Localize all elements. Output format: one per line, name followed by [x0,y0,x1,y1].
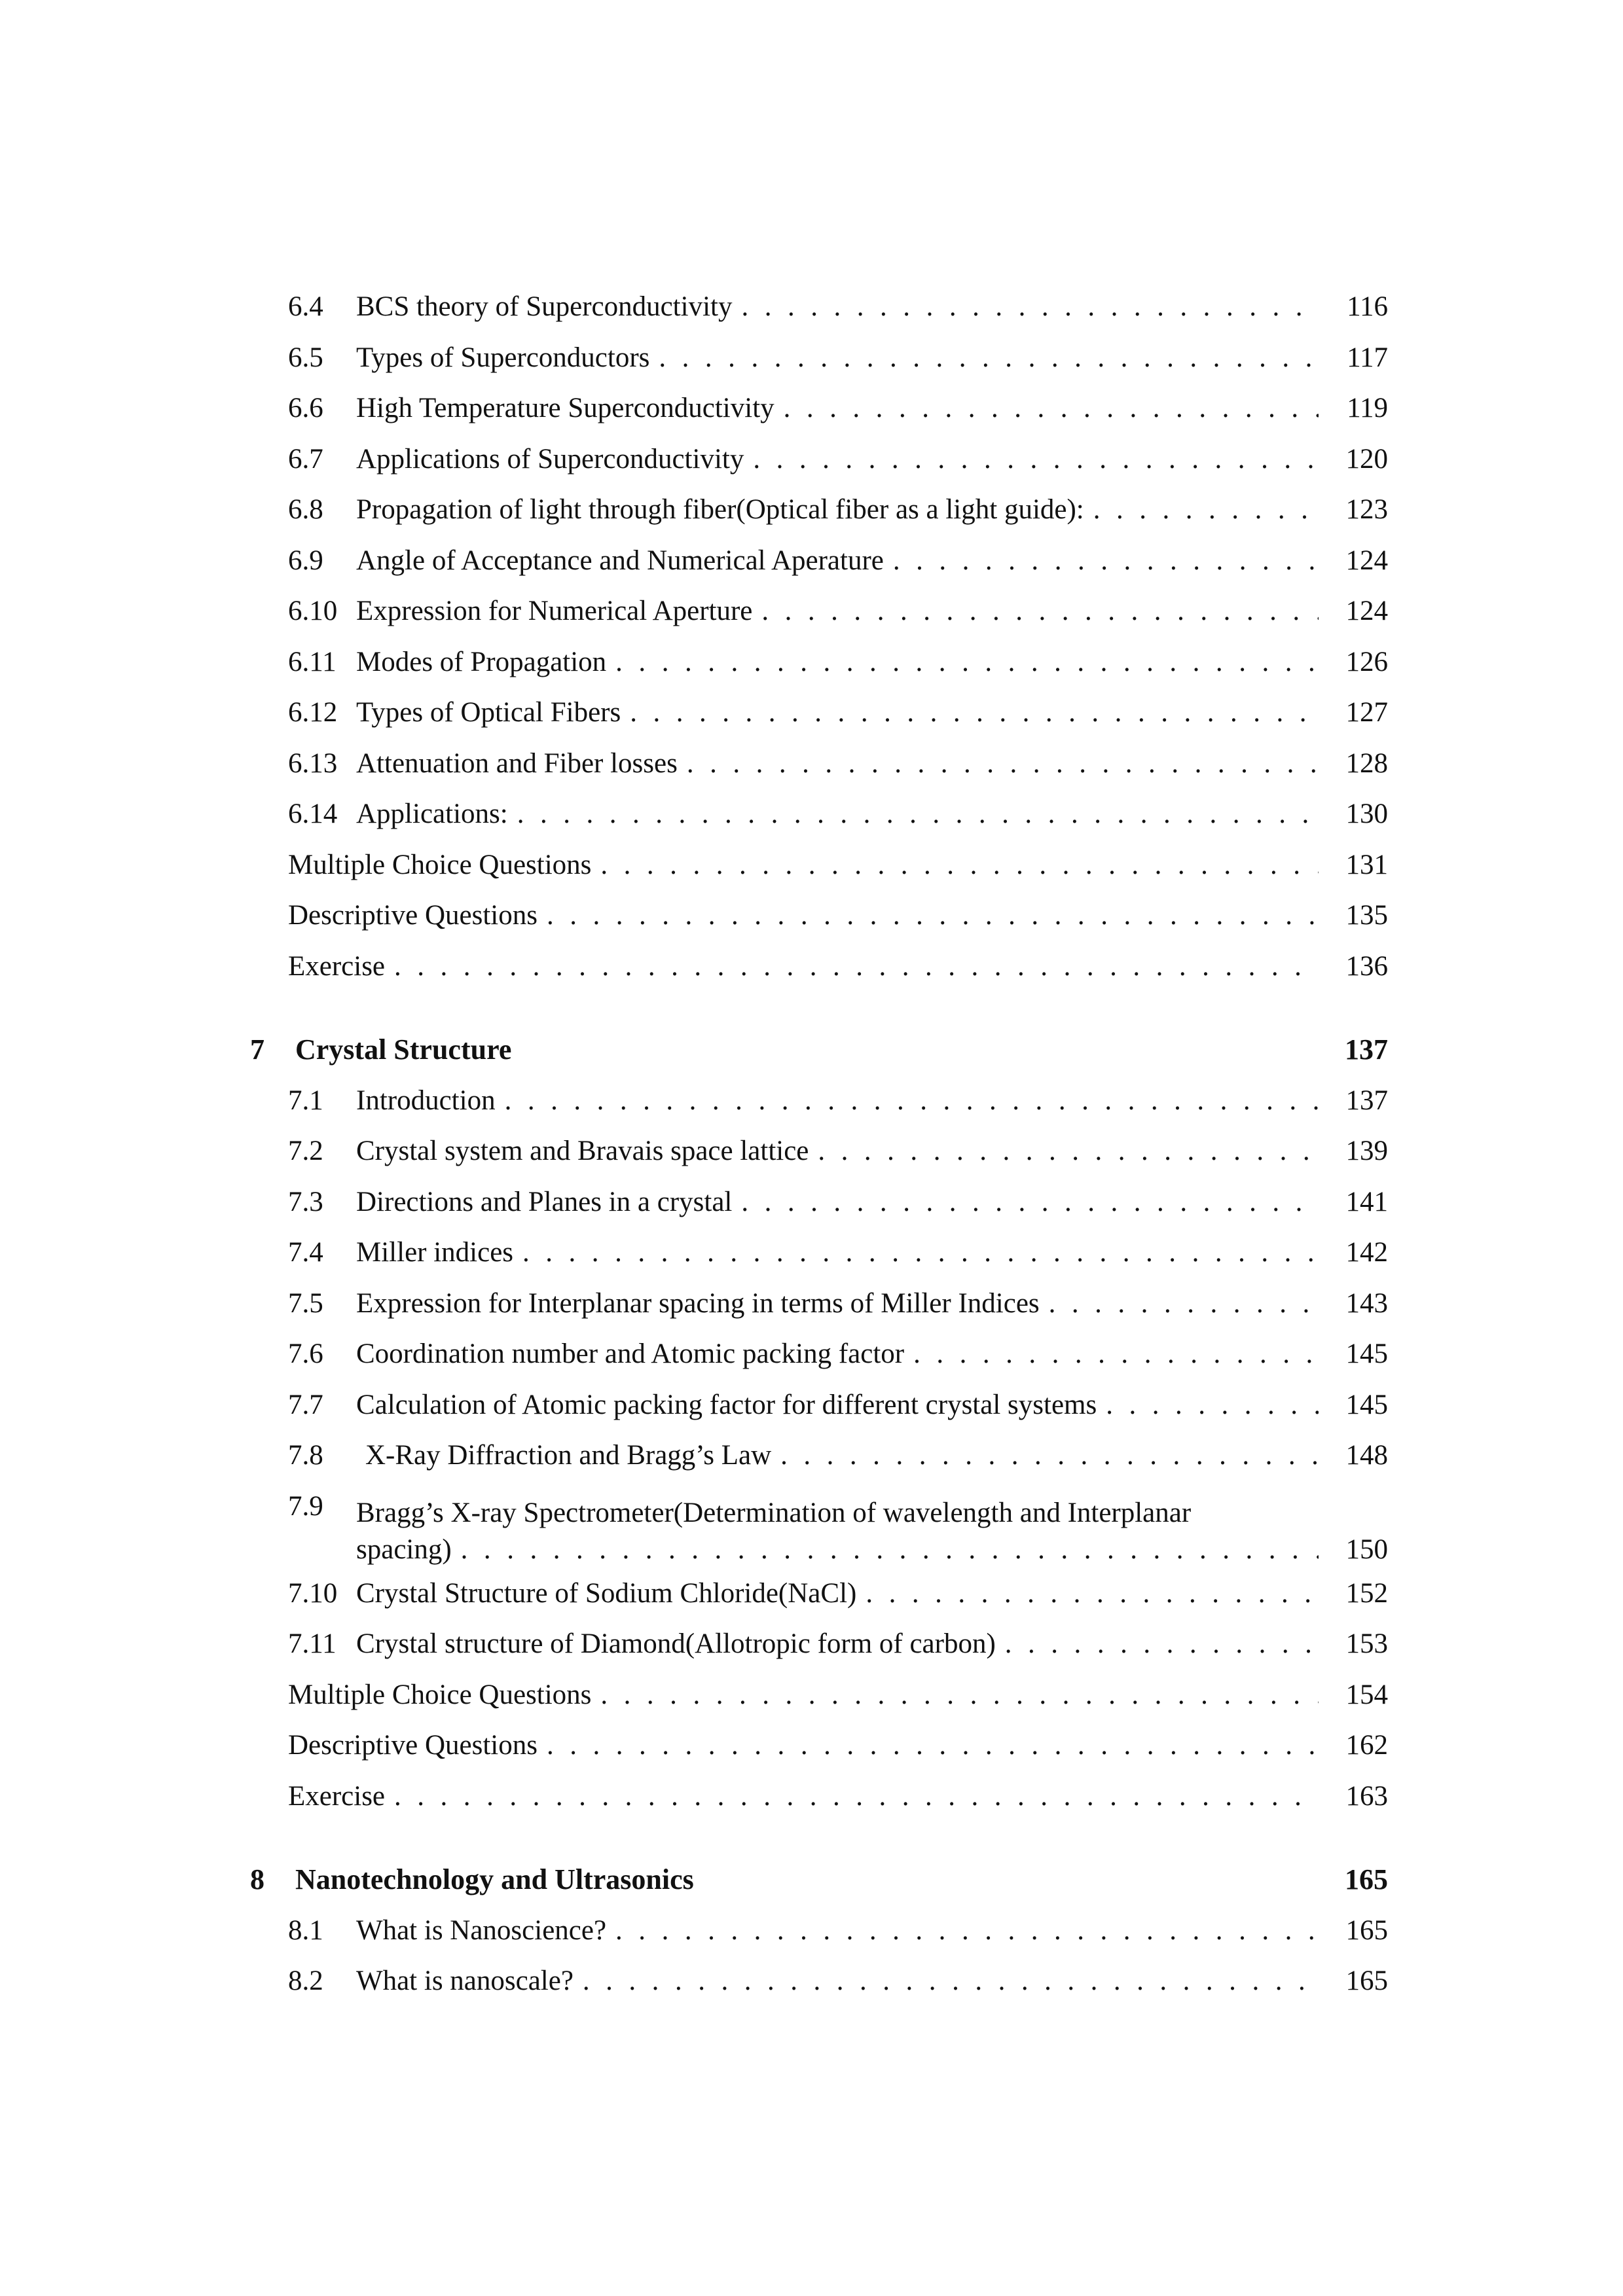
toc-entry-exercise[interactable] [288,941,1388,992]
dot-leader [630,687,1319,738]
page-number: 162 [1345,1730,1388,1761]
section-title: Applications: [356,798,508,829]
toc-entry[interactable] [288,383,1388,434]
toc-entry[interactable] [288,1956,1388,2007]
dot-leader [615,637,1319,688]
page-number: 127 [1345,697,1388,728]
dot-leader [505,1075,1319,1126]
toc-entry-descriptive[interactable] [288,1720,1388,1771]
toc-entry[interactable] [288,687,1388,738]
dot-leader [893,535,1319,586]
section-number: 6.12 [288,697,338,728]
dot-leader [547,1720,1319,1771]
section-title-line2: spacing) [356,1534,452,1565]
toc-entry-wrapped[interactable] [288,1481,1388,1568]
chapter-title: Nanotechnology and Ultrasonics [295,1863,694,1895]
section-number: 7.2 [288,1136,323,1166]
page-number: 137 [1345,1033,1388,1066]
dot-leader [1093,484,1319,535]
chapter-heading[interactable] [250,1854,1388,1905]
dot-leader [1005,1619,1319,1670]
section-number: 7.6 [288,1338,323,1369]
entry-title: Descriptive Questions [288,1730,538,1761]
dot-leader [780,1430,1319,1481]
page-number: 117 [1347,342,1388,373]
dot-leader [461,1532,1319,1568]
dot-leader [1049,1278,1319,1329]
section-number: 6.7 [288,443,323,475]
page-number: 139 [1345,1136,1388,1166]
page-number: 152 [1345,1577,1388,1609]
page-number: 130 [1345,798,1388,829]
section-number: 8.2 [288,1965,323,1996]
toc-entry-mcq[interactable] [288,840,1388,891]
section-number: 6.14 [288,798,338,829]
dot-leader [741,281,1319,332]
toc-entry[interactable] [288,1227,1388,1278]
section-title: Types of Optical Fibers [356,697,621,728]
page-number: 119 [1347,393,1388,423]
dot-leader [659,332,1319,384]
entry-title: Multiple Choice Questions [288,1679,592,1710]
dot-leader [600,840,1319,891]
section-number: 6.5 [288,342,323,373]
section-number: 7.8 [288,1440,323,1471]
toc-entry[interactable] [288,1380,1388,1431]
section-number: 7.5 [288,1287,323,1319]
page-number: 131 [1345,849,1388,880]
section-title: What is Nanoscience? [356,1914,607,1946]
section-title: Modes of Propagation [356,646,607,677]
section-title: Introduction [356,1085,496,1116]
toc-entry[interactable] [288,586,1388,637]
page-number: 124 [1345,596,1388,626]
section-number: 7.10 [288,1577,338,1609]
toc-entry[interactable] [288,1430,1388,1481]
dot-leader [913,1329,1319,1380]
section-title: Propagation of light through fiber(Optical fiber as a light guide): [356,494,1084,525]
dot-leader [394,1771,1319,1822]
section-number: 7.3 [288,1186,323,1217]
toc-entry[interactable] [288,637,1388,688]
section-number: 7.7 [288,1389,323,1420]
chapter-number: 8 [250,1863,264,1895]
page-number: 145 [1345,1338,1388,1369]
page-number: 136 [1345,950,1388,982]
dot-leader [784,383,1319,434]
section-title: High Temperature Superconductivity [356,393,775,423]
section-number: 6.6 [288,393,323,423]
section-title: Applications of Superconductivity [356,443,744,475]
section-title: Attenuation and Fiber losses [356,747,678,779]
toc-entry[interactable] [288,738,1388,789]
toc-entry-mcq[interactable] [288,1670,1388,1721]
section-title: Crystal system and Bravais space lattice [356,1136,809,1166]
chapter-title: Crystal Structure [295,1033,512,1066]
section-title: X-Ray Diffraction and Bragg’s Law [365,1440,772,1471]
section-title: What is nanoscale? [356,1965,574,1996]
toc-entry[interactable] [288,484,1388,535]
page-number: 154 [1345,1679,1388,1710]
page-number: 141 [1345,1186,1388,1217]
section-number: 6.13 [288,747,338,779]
page-number: 120 [1345,443,1388,475]
section-title: Directions and Planes in a crystal [356,1186,733,1217]
section-title: Angle of Acceptance and Numerical Aperature [356,545,884,576]
section-number: 6.4 [288,291,323,322]
dot-leader [615,1905,1319,1956]
page-number: 124 [1345,545,1388,576]
toc-entry[interactable] [288,1278,1388,1329]
page-number: 126 [1345,646,1388,677]
page-number: 163 [1345,1780,1388,1812]
dot-leader [517,789,1319,840]
page-number: 150 [1345,1534,1388,1565]
section-number: 6.9 [288,545,323,576]
page-number: 153 [1345,1628,1388,1659]
page-number: 137 [1345,1085,1388,1116]
dot-leader [600,1670,1319,1721]
entry-title: Exercise [288,1780,386,1812]
section-number: 6.11 [288,646,337,677]
entry-title: Descriptive Questions [288,900,538,931]
section-title-line1: Bragg’s X-ray Spectrometer(Determination of wavelength and Interplanar [356,1497,1192,1528]
chapter-number: 7 [250,1033,264,1066]
page-number: 165 [1345,1914,1388,1946]
dot-leader [761,586,1319,637]
section-title: Crystal structure of Diamond(Allotropic form of carbon) [356,1628,996,1659]
entry-title: Multiple Choice Questions [288,849,592,880]
toc-entry[interactable] [288,1619,1388,1670]
page-number: 165 [1345,1863,1388,1895]
page-number: 145 [1345,1389,1388,1420]
toc-entry-descriptive[interactable] [288,890,1388,941]
dot-leader [687,738,1319,789]
dot-leader [753,434,1319,485]
page-number: 116 [1347,291,1388,322]
section-number: 7.4 [288,1237,323,1268]
section-number: 7.1 [288,1085,323,1116]
toc-entry[interactable] [288,1177,1388,1228]
dot-leader [547,890,1319,941]
dot-leader [818,1126,1319,1177]
toc-entry[interactable] [288,1329,1388,1380]
entry-title: Exercise [288,950,386,982]
section-title: Expression for Numerical Aperture [356,596,753,626]
dot-leader [394,941,1319,992]
section-title: Coordination number and Atomic packing factor [356,1338,905,1369]
toc-entry[interactable] [288,1905,1388,1956]
page-number: 128 [1345,747,1388,779]
dot-leader [583,1956,1319,2007]
section-title: Miller indices [356,1237,514,1268]
section-number: 7.11 [288,1628,337,1659]
table-of-contents [250,281,1388,2007]
toc-entry-exercise[interactable] [288,1771,1388,1822]
section-title: Crystal Structure of Sodium Chloride(NaCl) [356,1577,857,1609]
page-number: 143 [1345,1287,1388,1319]
page-number: 123 [1345,494,1388,525]
section-number: 6.10 [288,596,338,626]
dot-leader [741,1177,1319,1228]
dot-leader [1106,1380,1319,1431]
section-title: BCS theory of Superconductivity [356,291,733,322]
chapter-heading[interactable] [250,1024,1388,1075]
section-number: 7.9 [288,1490,323,1522]
dot-leader [866,1568,1319,1619]
section-title: Calculation of Atomic packing factor for different crystal systems [356,1389,1097,1420]
dot-leader [522,1227,1319,1278]
section-number: 8.1 [288,1914,323,1946]
page-number: 165 [1345,1965,1388,1996]
section-title: Expression for Interplanar spacing in terms of Miller Indices [356,1287,1040,1319]
toc-entry[interactable] [288,281,1388,332]
toc-entry[interactable] [288,535,1388,586]
toc-entry[interactable] [288,434,1388,485]
page-number: 142 [1345,1237,1388,1268]
section-title: Types of Superconductors [356,342,650,373]
page-number: 135 [1345,900,1388,931]
toc-entry[interactable] [288,789,1388,840]
toc-entry[interactable] [288,1568,1388,1619]
toc-entry[interactable] [288,1075,1388,1126]
page-number: 148 [1345,1440,1388,1471]
toc-entry[interactable] [288,1126,1388,1177]
section-number: 6.8 [288,494,323,525]
toc-entry[interactable] [288,332,1388,384]
